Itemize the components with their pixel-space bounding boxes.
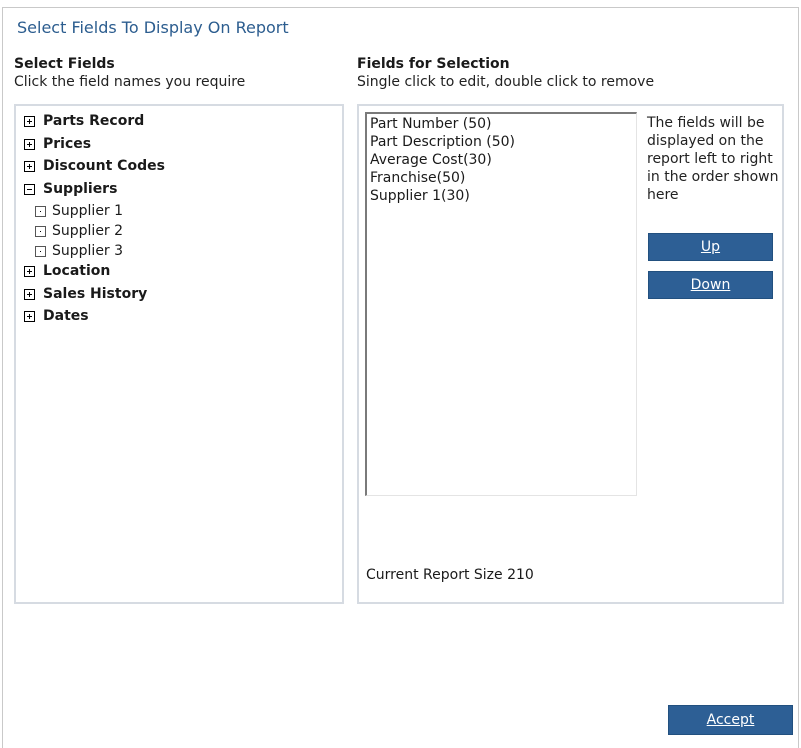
- tree-leaf-label[interactable]: Supplier 2: [52, 223, 124, 239]
- expand-icon[interactable]: [24, 161, 35, 172]
- tree-node-parts-record[interactable]: [24, 111, 144, 131]
- select-fields-heading: Select Fields: [14, 56, 115, 72]
- expand-icon[interactable]: [24, 311, 35, 322]
- collapse-icon[interactable]: [24, 184, 35, 195]
- list-item[interactable]: Average Cost(30): [370, 152, 492, 168]
- dialog-title: Select Fields To Display On Report: [17, 18, 289, 37]
- tree-node-label[interactable]: Parts Record: [43, 113, 145, 129]
- list-item[interactable]: Franchise(50): [370, 170, 466, 186]
- report-size-row: [366, 567, 534, 583]
- fields-for-selection-instruction: Single click to edit, double click to remove: [357, 74, 655, 90]
- tree-node-label[interactable]: Dates: [43, 308, 89, 324]
- move-down-button[interactable]: Down: [648, 271, 773, 299]
- expand-icon[interactable]: [24, 116, 35, 127]
- report-size-label: Current Report Size: [366, 567, 503, 583]
- expand-icon[interactable]: [24, 266, 35, 277]
- list-item[interactable]: Supplier 1(30): [370, 188, 470, 204]
- tree-node-sales-history[interactable]: [24, 284, 147, 304]
- tree-node-location[interactable]: [24, 261, 110, 281]
- accept-button[interactable]: Accept: [668, 705, 793, 735]
- list-item[interactable]: Part Number (50): [370, 116, 492, 132]
- tree-node-label[interactable]: Sales History: [43, 286, 148, 302]
- tree-leaf-supplier-3[interactable]: [35, 242, 123, 260]
- tree-leaf-supplier-2[interactable]: [35, 222, 123, 240]
- report-size-value: 210: [507, 567, 534, 583]
- selected-fields-listbox[interactable]: [365, 112, 637, 496]
- tree-node-label[interactable]: Suppliers: [43, 181, 118, 197]
- tree-leaf-supplier-1[interactable]: [35, 202, 123, 220]
- tree-node-label[interactable]: Location: [43, 263, 111, 279]
- tree-node-prices[interactable]: [24, 134, 91, 154]
- tree-leaf-label[interactable]: Supplier 3: [52, 243, 124, 259]
- tree-node-discount-codes[interactable]: [24, 156, 165, 176]
- tree-node-suppliers[interactable]: [24, 179, 117, 199]
- expand-icon[interactable]: [24, 139, 35, 150]
- field-order-note: The fields will be displayed on the report left to right in the order shown here: [647, 115, 779, 203]
- expand-icon[interactable]: [24, 289, 35, 300]
- list-item[interactable]: Part Description (50): [370, 134, 516, 150]
- move-up-button[interactable]: Up: [648, 233, 773, 261]
- select-fields-instruction: Click the field names you require: [14, 74, 246, 90]
- tree-node-label[interactable]: Discount Codes: [43, 158, 165, 174]
- leaf-icon: [35, 226, 46, 237]
- tree-node-dates[interactable]: [24, 306, 89, 326]
- leaf-icon: [35, 246, 46, 257]
- tree-leaf-label[interactable]: Supplier 1: [52, 203, 124, 219]
- tree-node-label[interactable]: Prices: [43, 136, 92, 152]
- leaf-icon: [35, 206, 46, 217]
- fields-for-selection-heading: Fields for Selection: [357, 56, 510, 72]
